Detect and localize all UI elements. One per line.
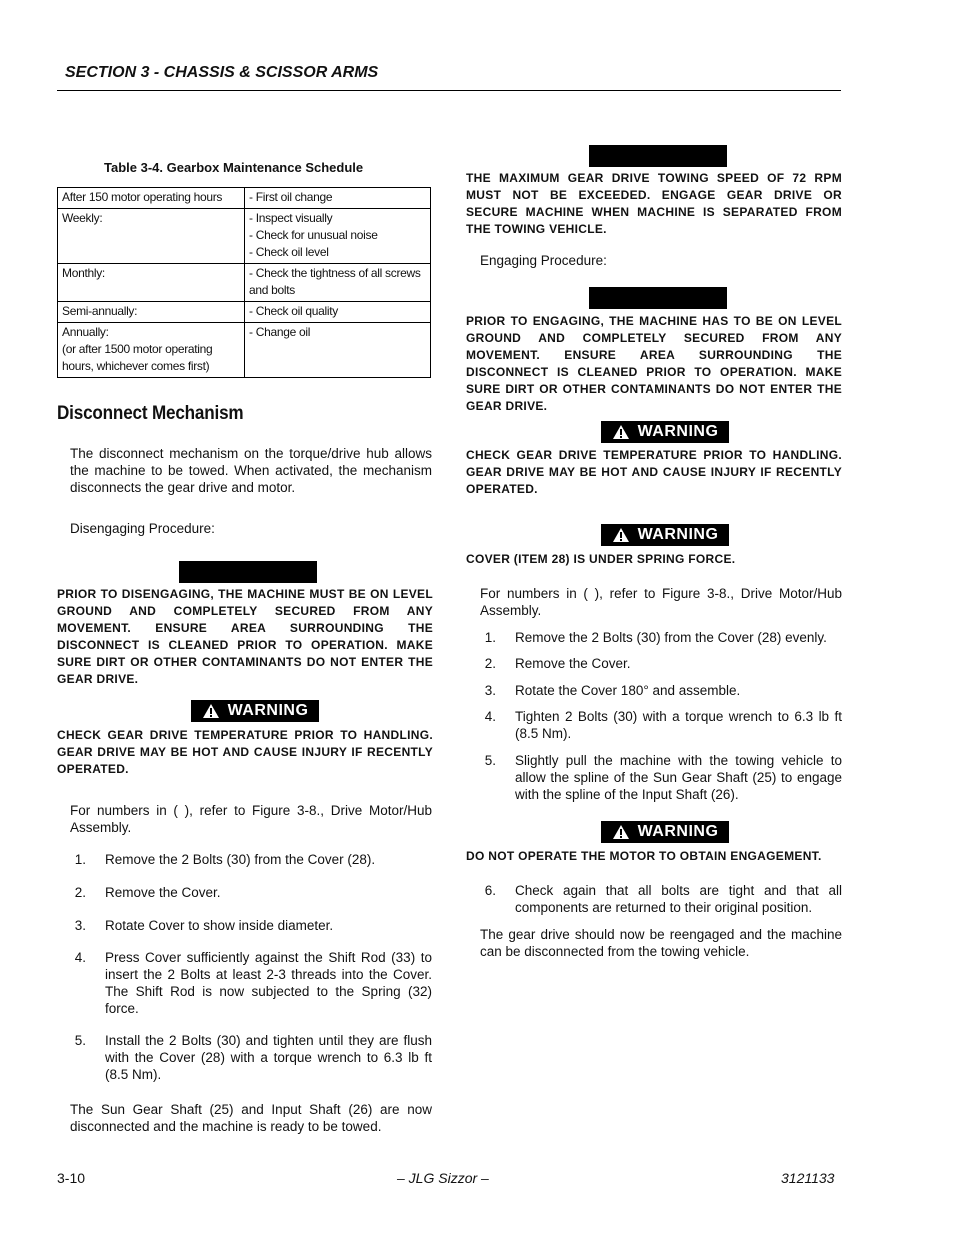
list-item: [70, 884, 432, 901]
table-row: [58, 302, 431, 323]
list-item: [480, 752, 842, 803]
caution-text: PRIOR TO ENGAGING, THE MACHINE HAS TO BE ON LEVEL GROUND AND COMPLETELY SECURED FROM ANY MOVEMENT. ENSURE AREA SURROUNDING THE DISCONNECT IS CLEANED PRIOR TO OPERATION. MAKE SURE DIRT OR OTHER CONTAMINANTS DO NOT ENTER THE GEAR DRIVE.: [466, 314, 842, 413]
step-text: Press Cover sufficiently against the Shift Rod (33) to insert the 2 Bolts at least 2-3 threads into the Cover. The Shift Rod is now subjected to the Spring (32) force.: [105, 950, 432, 1016]
step-number: 2.: [484, 656, 496, 671]
step-number: 3.: [74, 918, 86, 933]
step-number: 4.: [484, 709, 496, 724]
cell-text: - First oil change: [249, 190, 333, 204]
disengage-steps: [70, 851, 432, 1083]
table-cell-task: [245, 302, 431, 323]
step-text: Tighten 2 Bolts (30) with a torque wrench to 6.3 lb ft (8.5 Nm).: [515, 709, 842, 741]
cell-text: - Check the tightness of all screws: [249, 266, 421, 280]
cell-text: - Inspect visually: [249, 211, 333, 225]
cell-text: - Check oil quality: [249, 304, 339, 318]
cell-text: - Check oil level: [249, 245, 329, 259]
step-text: Rotate the Cover 180° and assemble.: [515, 683, 741, 698]
section-heading: Disconnect Mechanism: [57, 403, 244, 424]
cell-text: After 150 motor operating hours: [62, 190, 223, 204]
warning-triangle-icon: [612, 527, 630, 543]
warning-badge: [601, 421, 729, 443]
step-number: 5.: [74, 1033, 86, 1048]
table-row: [58, 209, 431, 264]
footer-title: – JLG Sizzor –: [397, 1170, 489, 1186]
step-number: 3.: [484, 683, 496, 698]
step-text: Remove the Cover.: [515, 656, 631, 671]
maintenance-table: [57, 187, 431, 378]
engage-label: Engaging Procedure:: [480, 253, 607, 268]
table-cell-task: [245, 188, 431, 209]
table-cell-interval: [58, 209, 245, 264]
section-title: SECTION 3 - CHASSIS & SCISSOR ARMS: [65, 64, 379, 81]
step-number: 6.: [484, 883, 496, 898]
step-text: Check again that all bolts are tight and that all components are returned to their original position.: [515, 883, 842, 915]
warning-triangle-icon: [612, 824, 630, 840]
caution-bar: [179, 561, 317, 583]
spring-warning-text: COVER (ITEM 28) IS UNDER SPRING FORCE.: [466, 552, 736, 566]
cell-text: - Change oil: [249, 325, 311, 339]
warning-badge: [601, 821, 729, 843]
step-number: 4.: [74, 950, 86, 965]
caution-text: PRIOR TO DISENGAGING, THE MACHINE MUST BE ON LEVEL GROUND AND COMPLETELY SECURED FROM ANY MOVEMENT. ENSURE AREA SURROUNDING THE DISCONNECT IS CLEANED PRIOR TO OPERATION. MAKE SURE DIRT OR OTHER CONTAMINANTS DO NOT ENTER THE GEAR DRIVE.: [57, 587, 433, 686]
engage-steps-continued: [480, 882, 842, 916]
warning-badge: [191, 700, 319, 722]
page-number: 3-10: [57, 1170, 86, 1186]
cell-text: - Check for unusual noise: [249, 228, 378, 242]
list-item: [70, 1032, 432, 1083]
warning-triangle-icon: [612, 424, 630, 440]
step-number: 5.: [484, 753, 496, 768]
cell-text: (or after 1500 motor operating: [62, 342, 213, 356]
caution-bar: [589, 287, 727, 309]
list-item: [480, 882, 842, 916]
refer-paragraph: For numbers in ( ), refer to Figure 3-8., Drive Motor/Hub Assembly.: [480, 586, 842, 618]
table-caption: Table 3-4. Gearbox Maintenance Schedule: [104, 160, 364, 175]
towing-caution-text: THE MAXIMUM GEAR DRIVE TOWING SPEED OF 72 RPM MUST NOT BE EXCEEDED. ENGAGE GEAR DRIVE OR SECURE MACHINE WHEN MACHINE IS SEPARATED FROM THE TOWING VEHICLE.: [466, 171, 842, 236]
list-item: [480, 655, 842, 672]
warning-label: WARNING: [637, 823, 719, 840]
warning-label: WARNING: [227, 702, 309, 719]
step-text: Remove the Cover.: [105, 885, 221, 900]
table-cell-interval: [58, 302, 245, 323]
list-item: [480, 682, 842, 699]
warning-text: CHECK GEAR DRIVE TEMPERATURE PRIOR TO HANDLING. GEAR DRIVE MAY BE HOT AND CAUSE INJURY IF RECENTLY OPERATED.: [466, 448, 842, 496]
engage-steps: [480, 629, 842, 803]
table-cell-task: [245, 264, 431, 302]
closing-paragraph: The Sun Gear Shaft (25) and Input Shaft (26) are now disconnected and the machine is ready to be towed.: [70, 1102, 432, 1134]
cell-text: Weekly:: [62, 211, 103, 225]
refer-paragraph: For numbers in ( ), refer to Figure 3-8., Drive Motor/Hub Assembly.: [70, 803, 432, 835]
table-cell-interval: [58, 188, 245, 209]
table-row: [58, 188, 431, 209]
header-rule: [57, 90, 841, 91]
step-number: 2.: [74, 885, 86, 900]
motor-warning-text: DO NOT OPERATE THE MOTOR TO OBTAIN ENGAGEMENT.: [466, 849, 822, 863]
list-item: [480, 708, 842, 742]
cell-text: Monthly:: [62, 266, 105, 280]
step-number: 1.: [484, 630, 496, 645]
warning-triangle-icon: [202, 703, 220, 719]
list-item: [70, 851, 432, 868]
step-text: Slightly pull the machine with the towing vehicle to allow the spline of the Sun Gear Shaft (25) to engage with the spline of the Input Shaft (26).: [515, 753, 842, 802]
list-item: [70, 917, 432, 934]
table-cell-task: [245, 323, 431, 378]
document-number: 3121133: [781, 1170, 835, 1186]
step-text: Rotate Cover to show inside diameter.: [105, 918, 334, 933]
disengage-label: Disengaging Procedure:: [70, 521, 215, 536]
cell-text: Semi-annually:: [62, 304, 138, 318]
warning-text: CHECK GEAR DRIVE TEMPERATURE PRIOR TO HANDLING. GEAR DRIVE MAY BE HOT AND CAUSE INJURY IF RECENTLY OPERATED.: [57, 728, 433, 776]
table-cell-task: [245, 209, 431, 264]
warning-badge: [601, 524, 729, 546]
warning-label: WARNING: [637, 423, 719, 440]
caution-bar: [589, 145, 727, 167]
cell-text: and bolts: [249, 283, 296, 297]
table-row: [58, 323, 431, 378]
table-cell-interval: [58, 323, 245, 378]
table-cell-interval: [58, 264, 245, 302]
step-number: 1.: [74, 852, 86, 867]
step-text: Install the 2 Bolts (30) and tighten until they are flush with the Cover (28) with a torque wrench to 6.3 lb ft (8.5 Nm).: [105, 1033, 432, 1082]
warning-label: WARNING: [637, 526, 719, 543]
cell-text: hours, whichever comes first): [62, 359, 210, 373]
list-item: [70, 949, 432, 1017]
intro-paragraph: The disconnect mechanism on the torque/drive hub allows the machine to be towed. When activated, the mechanism disconnects the gear drive and motor.: [70, 446, 432, 495]
table-row: [58, 264, 431, 302]
cell-text: Annually:: [62, 325, 109, 339]
step-text: Remove the 2 Bolts (30) from the Cover (28).: [105, 852, 376, 867]
list-item: [480, 629, 842, 646]
step-text: Remove the 2 Bolts (30) from the Cover (28) evenly.: [515, 630, 827, 645]
closing-paragraph: The gear drive should now be reengaged and the machine can be disconnected from the towing vehicle.: [480, 927, 842, 959]
